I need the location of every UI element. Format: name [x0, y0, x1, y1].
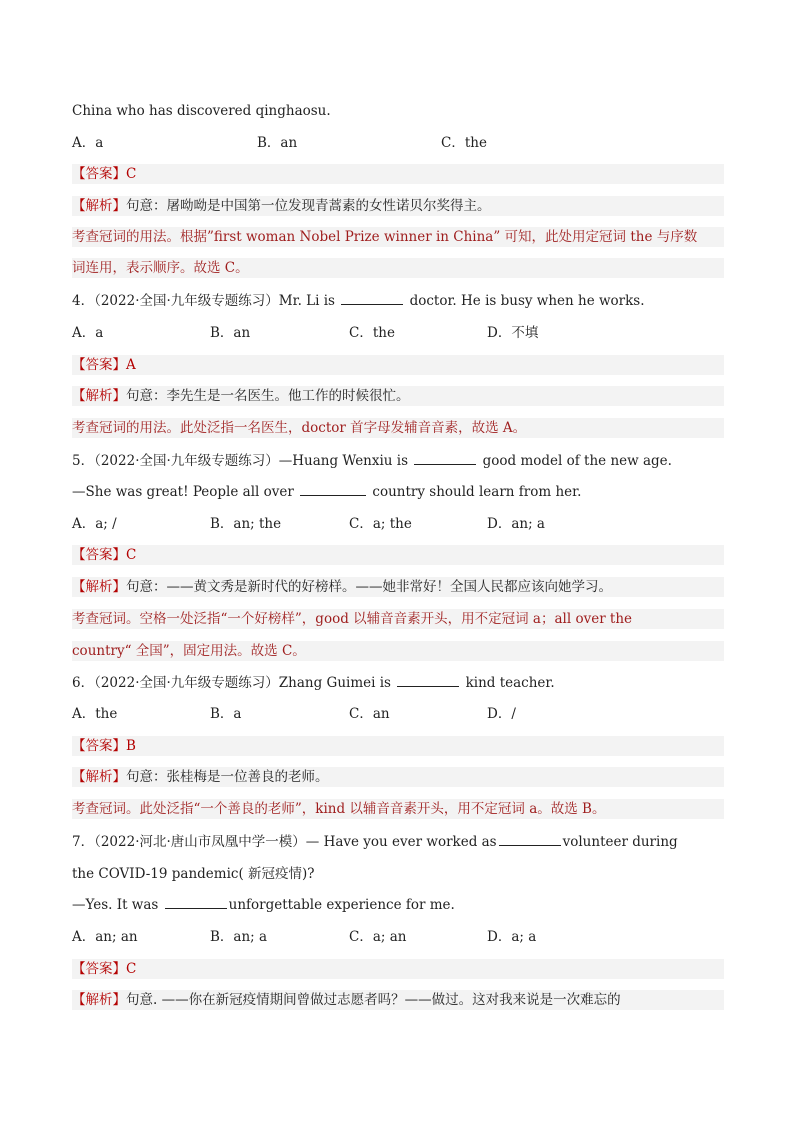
answer-tag: 【答案】 — [72, 357, 126, 373]
answer-blank — [499, 832, 561, 846]
analysis-text: 句意. ——你在新冠疫情期间曾做过志愿者吗？——做过。这对我来说是一次难忘的 — [126, 992, 621, 1008]
analysis-tag: 【解析】 — [72, 992, 126, 1008]
question-3-answer — [72, 164, 724, 184]
answer-blank — [397, 673, 459, 687]
analysis-tag: 【解析】 — [72, 198, 126, 214]
analysis-text: 句意：屠呦呦是中国第一位发现青蒿素的女性诺贝尔奖得主。 — [126, 198, 491, 214]
question-3-explanation-line-2: 词连用，表示顺序。故选 C。 — [72, 258, 724, 278]
option-a: A．a — [72, 325, 104, 341]
question-5-explanation-line-2: country“ 全国”，固定用法。故选 C。 — [72, 641, 724, 661]
question-4-answer — [72, 355, 724, 375]
question-4-explanation: 考查冠词的用法。此处泛指一名医生，doctor 首字母发辅音音素，故选 A。 — [72, 418, 724, 438]
question-7-stem-line-2: the COVID-19 pandemic( 新冠疫情)? — [72, 866, 315, 882]
answer-blank — [341, 291, 403, 305]
question-6-stem — [72, 673, 724, 693]
analysis-tag: 【解析】 — [72, 388, 126, 404]
analysis-text: 句意：李先生是一名医生。他工作的时候很忙。 — [126, 388, 410, 404]
answer-blank — [300, 482, 366, 496]
answer-value: C — [126, 166, 137, 182]
stem-end: doctor. He is busy when he works. — [409, 293, 645, 309]
option-b: B．an — [210, 325, 251, 341]
option-d: D．a; a — [487, 929, 537, 945]
stem-start: 4．（2022·全国·九年级专题练习）Mr. Li is — [72, 293, 335, 309]
option-c: C．the — [441, 135, 487, 151]
question-7-stem-line-1 — [72, 832, 724, 852]
option-a: A．an; an — [72, 929, 138, 945]
question-4-stem — [72, 291, 724, 311]
answer-tag: 【答案】 — [72, 961, 126, 977]
answer-value: A — [126, 357, 136, 373]
answer-value: C — [126, 547, 137, 563]
stem-start: 6．（2022·全国·九年级专题练习）Zhang Guimei is — [72, 675, 391, 691]
option-d: D．不填 — [487, 325, 539, 341]
stem-end: kind teacher. — [465, 675, 555, 691]
option-b: B．an — [257, 135, 298, 151]
analysis-tag: 【解析】 — [72, 579, 126, 595]
answer-value: C — [126, 961, 137, 977]
question-7-analysis — [72, 990, 724, 1010]
question-7-stem-line-3 — [72, 895, 724, 915]
answer-blank — [414, 451, 476, 465]
question-6-answer — [72, 736, 724, 756]
question-5-answer — [72, 545, 724, 565]
option-c: C．a; the — [349, 516, 412, 532]
stem-end: country should learn from her. — [372, 484, 582, 500]
question-6-explanation: 考查冠词。此处泛指“一个善良的老师”，kind 以辅音音素开头，用不定冠词 a。故选 B。 — [72, 799, 724, 819]
question-5-stem-line-1 — [72, 451, 724, 471]
answer-tag: 【答案】 — [72, 166, 126, 182]
stem-start: 5．（2022·全国·九年级专题练习）—Huang Wenxiu is — [72, 453, 409, 469]
question-3-stem-end: China who has discovered qinghaosu. — [72, 103, 331, 119]
option-b: B．an; a — [210, 929, 268, 945]
option-b: B．a — [210, 706, 242, 722]
option-a: A．a — [72, 135, 104, 151]
question-3-analysis — [72, 196, 724, 216]
stem-end: unforgettable experience for me. — [228, 897, 455, 913]
option-d: D．an; a — [487, 516, 545, 532]
analysis-text: 句意：——黄文秀是新时代的好榜样。——她非常好！全国人民都应该向她学习。 — [126, 579, 612, 595]
stem-start: —Yes. It was — [72, 897, 159, 913]
question-5-stem-line-2 — [72, 482, 724, 502]
answer-value: B — [126, 738, 136, 754]
option-b: B．an; the — [210, 516, 282, 532]
option-c: C．a; an — [349, 929, 407, 945]
option-d: D．/ — [487, 706, 516, 722]
analysis-text: 句意：张桂梅是一位善良的老师。 — [126, 769, 329, 785]
question-5-analysis — [72, 577, 724, 597]
option-a: A．the — [72, 706, 118, 722]
answer-blank — [165, 895, 227, 909]
question-5-explanation-line-1: 考查冠词。空格一处泛指“一个好榜样”，good 以辅音音素开头，用不定冠词 a；all over the — [72, 609, 724, 629]
option-a: A．a; / — [72, 516, 117, 532]
answer-tag: 【答案】 — [72, 738, 126, 754]
option-c: C．an — [349, 706, 390, 722]
stem-end: volunteer during — [562, 834, 678, 850]
stem-end: good model of the new age. — [482, 453, 672, 469]
analysis-tag: 【解析】 — [72, 769, 126, 785]
stem-start: —She was great! People all over — [72, 484, 294, 500]
option-c: C．the — [349, 325, 395, 341]
question-6-analysis — [72, 767, 724, 787]
answer-tag: 【答案】 — [72, 547, 126, 563]
stem-start: 7．（2022·河北·唐山市凤凰中学一模）— Have you ever worked as — [72, 834, 497, 850]
question-3-explanation-line-1: 考查冠词的用法。根据”first woman Nobel Prize winner in China” 可知，此处用定冠词 the 与序数 — [72, 227, 724, 247]
question-4-analysis — [72, 386, 724, 406]
question-7-answer — [72, 959, 724, 979]
